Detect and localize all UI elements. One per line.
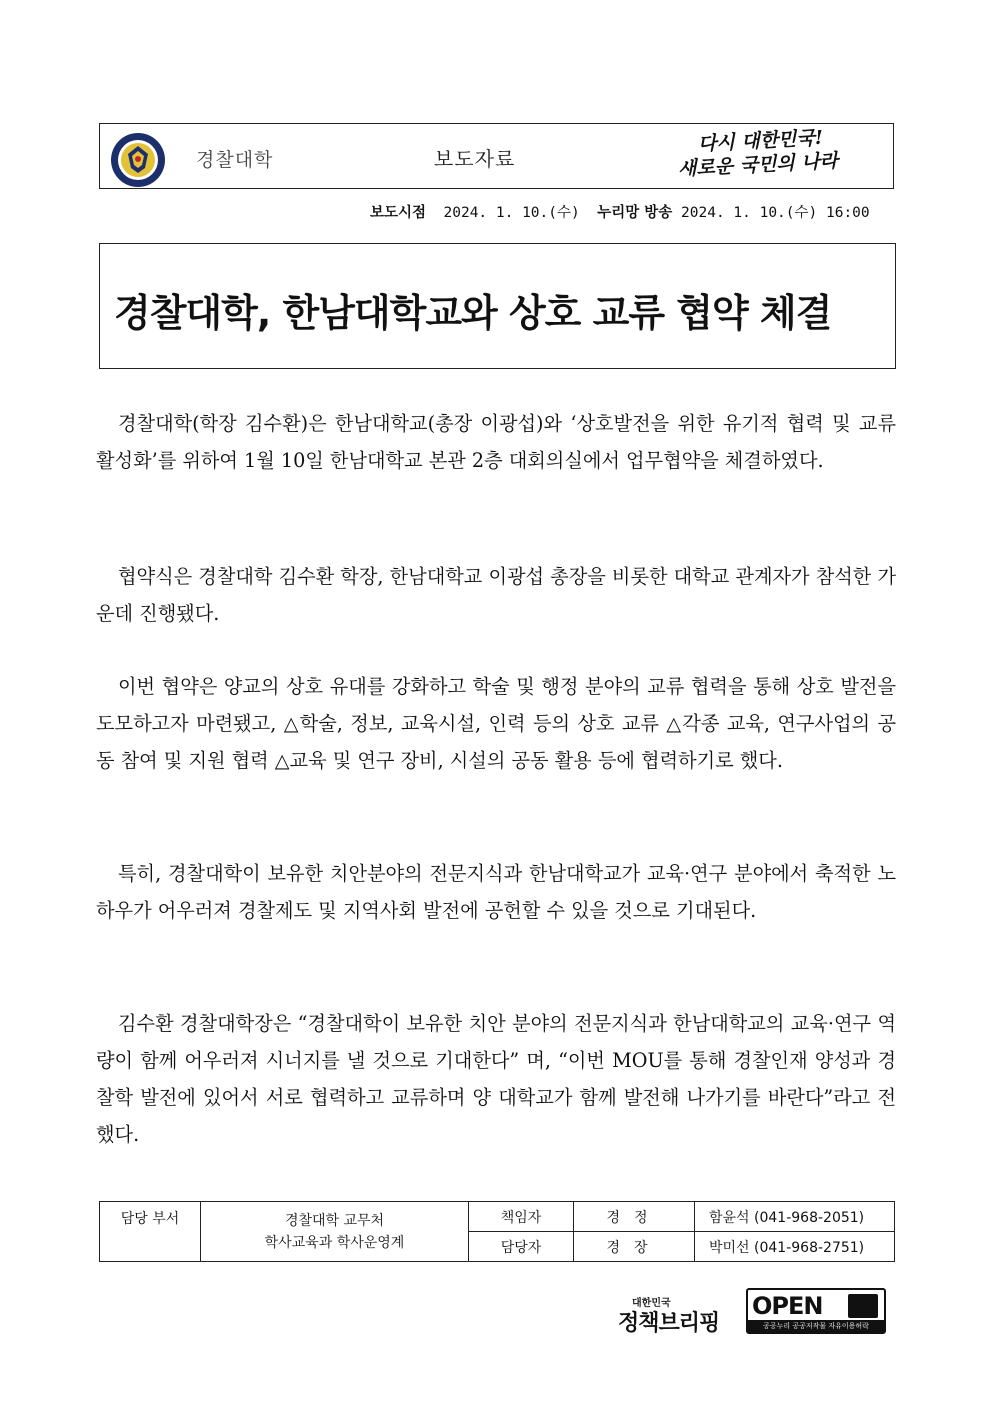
body-paragraph-3: 이번 협약은 양교의 상호 유대를 강화하고 학술 및 행정 분야의 교류 협력을 통해 상호 발전을 도모하고자 마련됐고, △학술, 정보, 교육시설, 인력 등의 상호 교류 △각종 교육, 연구사업의 공동 참여 및 지원 협력 △교육 및 연구 장비, 시설의 공동 활용 등에 협력하기로 했다. bbox=[96, 675, 896, 772]
page-title: 경찰대학, 한남대학교와 상호 교류 협약 체결 bbox=[114, 291, 832, 335]
dept-unit-line-2: 학사교육과 학사운영계 bbox=[264, 1234, 405, 1251]
release-label: 보도시점 bbox=[370, 205, 427, 221]
slogan-line-1: 다시 대한민국! bbox=[697, 126, 824, 156]
contact-role-cell: 책임자 bbox=[469, 1202, 574, 1232]
dept-unit-line-1: 경찰대학 교무처 bbox=[284, 1212, 385, 1229]
dept-label-cell: 담당 부서 bbox=[100, 1202, 201, 1262]
slogan bbox=[670, 126, 870, 184]
body-paragraph-2: 협약식은 경찰대학 김수환 학장, 한남대학교 이광섭 총장을 비롯한 대학교 관계자가 참석한 가운데 진행됐다. bbox=[96, 565, 896, 625]
footer-logos bbox=[600, 1288, 890, 1338]
doc-type-label: 보도자료 bbox=[434, 147, 516, 171]
contact-role-cell: 담당자 bbox=[469, 1232, 574, 1262]
briefing-logo-big: 정책브리핑 bbox=[618, 1311, 720, 1336]
attribution-badge-icon bbox=[848, 1294, 878, 1318]
table-row bbox=[100, 1202, 895, 1232]
open-logo-sub: 공공누리 공공저작물 자유이용허락 bbox=[748, 1320, 884, 1332]
slogan-line-2: 새로운 국민의 나라 bbox=[677, 149, 839, 181]
police-university-emblem-icon bbox=[110, 132, 166, 188]
org-name: 경찰대학 bbox=[196, 149, 274, 171]
contact-name-cell: 박미선 (041-968-2751) bbox=[695, 1232, 895, 1262]
contact-table bbox=[99, 1201, 895, 1262]
policy-briefing-logo bbox=[618, 1294, 740, 1334]
briefing-logo-small: 대한민국 bbox=[632, 1298, 671, 1309]
release-time-line bbox=[370, 201, 890, 222]
nuri-label: 누리망 방송 bbox=[597, 205, 673, 221]
contact-rank-cell: 경장 bbox=[574, 1232, 695, 1262]
open-logo-text: OPEN bbox=[752, 1292, 823, 1320]
dept-unit-cell bbox=[201, 1202, 469, 1262]
release-date: 2024. 1. 10.(수) bbox=[443, 205, 580, 221]
body-paragraph-1: 경찰대학(학장 김수환)은 한남대학교(총장 이광섭)와 ‘상호발전을 위한 유기적 협력 및 교류 활성화’를 위하여 1월 10일 한남대학교 본관 2층 대회의실에서 업무협약을 체결하였다. bbox=[96, 412, 896, 472]
body-paragraph-5: 김수환 경찰대학장은 “경찰대학이 보유한 치안 분야의 전문지식과 한남대학교의 교육·연구 역량이 함께 어우러져 시너지를 낼 것으로 기대한다” 며, “이번 MOU를 통해 경찰인재 양성과 경찰학 발전에 있어서 서로 협력하고 교류하며 양 대학교가 함께 발전해 나가기를 바란다”라고 전했다. bbox=[96, 1012, 896, 1146]
kogl-open-logo bbox=[746, 1288, 886, 1334]
nuri-datetime: 2024. 1. 10.(수) 16:00 bbox=[681, 205, 870, 221]
header-box bbox=[99, 123, 894, 189]
contact-rank-cell: 경정 bbox=[574, 1202, 695, 1232]
title-box bbox=[99, 243, 896, 369]
contact-name-cell: 함윤석 (041-968-2051) bbox=[695, 1202, 895, 1232]
body-paragraph-4: 특히, 경찰대학이 보유한 치안분야의 전문지식과 한남대학교가 교육·연구 분야에서 축적한 노하우가 어우러져 경찰제도 및 지역사회 발전에 공헌할 수 있을 것으로 기대된다. bbox=[96, 862, 896, 922]
